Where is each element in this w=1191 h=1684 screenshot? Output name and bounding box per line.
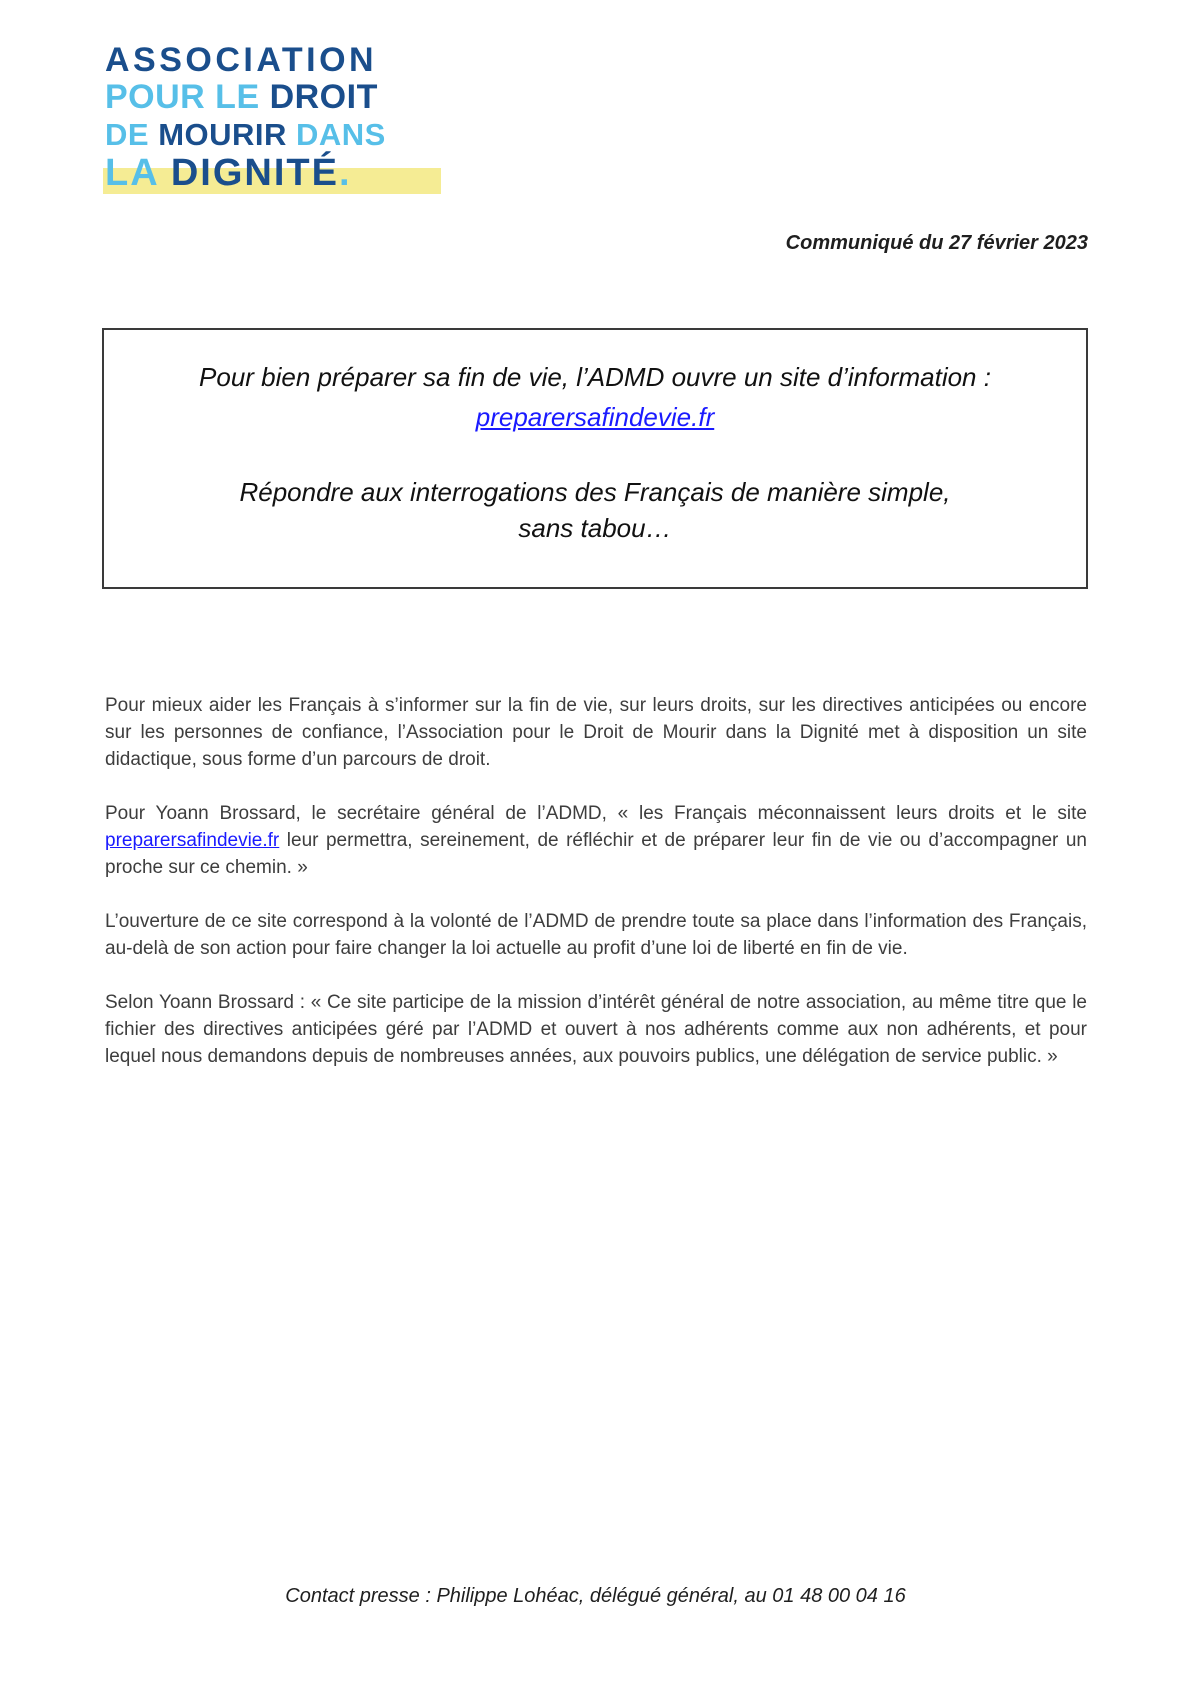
paragraph-2-text-after-link: leur permettra, sereinement, de réfléchir et de préparer leur fin de vie ou d’accompagner un proche sur ce chemin. » xyxy=(105,830,1087,878)
headline-subtitle-line-1: Répondre aux interrogations des Français de manière simple, xyxy=(239,477,951,507)
logo-word-de: DE xyxy=(105,117,159,152)
press-release-body xyxy=(105,692,1087,1097)
paragraph-4: Selon Yoann Brossard : « Ce site participe de la mission d’intérêt général de notre association, au même titre que le fichier des directives anticipées géré par l’ADMD et ouvert à nos adhérents comme aux non adhérents, et pour lequel nous demandons depuis de nombreuses années, aux pouvoirs publics, une délégation de service public. » xyxy=(105,992,1087,1067)
logo-word-dignite: DIGNITÉ xyxy=(170,152,339,194)
logo-line-2 xyxy=(105,79,435,116)
logo-line-3 xyxy=(105,116,435,153)
logo-line-4 xyxy=(105,153,435,193)
headline-box xyxy=(102,328,1088,589)
logo-word-dans: DANS xyxy=(296,117,386,152)
logo-period: . xyxy=(338,152,352,194)
paragraph-2 xyxy=(105,800,1087,881)
logo-word-mourir: MOURIR xyxy=(158,117,297,152)
press-contact-line: Contact presse : Philippe Lohéac, délégué général, au 01 48 00 04 16 xyxy=(285,1585,906,1607)
headline-title: Pour bien préparer sa fin de vie, l’ADMD ouvre un site d’information : xyxy=(199,362,991,392)
logo-word-association: ASSOCIATION xyxy=(105,41,378,79)
body-site-link[interactable]: preparersafindevie.fr xyxy=(105,830,280,851)
admd-logo xyxy=(105,42,435,193)
logo-word-droit: DROIT xyxy=(269,78,378,116)
logo-word-pour-le: POUR LE xyxy=(105,78,270,116)
logo-line-1 xyxy=(105,42,435,79)
communique-date: Communiqué du 27 février 2023 xyxy=(785,232,1088,254)
paragraph-2-text-before-link: Pour Yoann Brossard, le secrétaire général de l’ADMD, « les Français méconnaissent leurs droits et le site xyxy=(105,803,1087,824)
paragraph-3: L’ouverture de ce site correspond à la volonté de l’ADMD de prendre toute sa place dans l’information des Français, au-delà de son action pour faire changer la loi actuelle au profit d’une loi de liberté en fin de vie. xyxy=(105,911,1087,959)
paragraph-1: Pour mieux aider les Français à s’informer sur la fin de vie, sur leurs droits, sur les directives anticipées ou encore sur les personnes de confiance, l’Association pour le Droit de Mourir dans la Dignité met à disposition un site didactique, sous forme d’un parcours de droit. xyxy=(105,695,1087,770)
headline-site-link[interactable]: preparersafindevie.fr xyxy=(475,402,715,432)
headline-subtitle xyxy=(104,474,1086,546)
logo-word-la: LA xyxy=(105,152,171,194)
headline-subtitle-line-2: sans tabou… xyxy=(518,513,672,543)
